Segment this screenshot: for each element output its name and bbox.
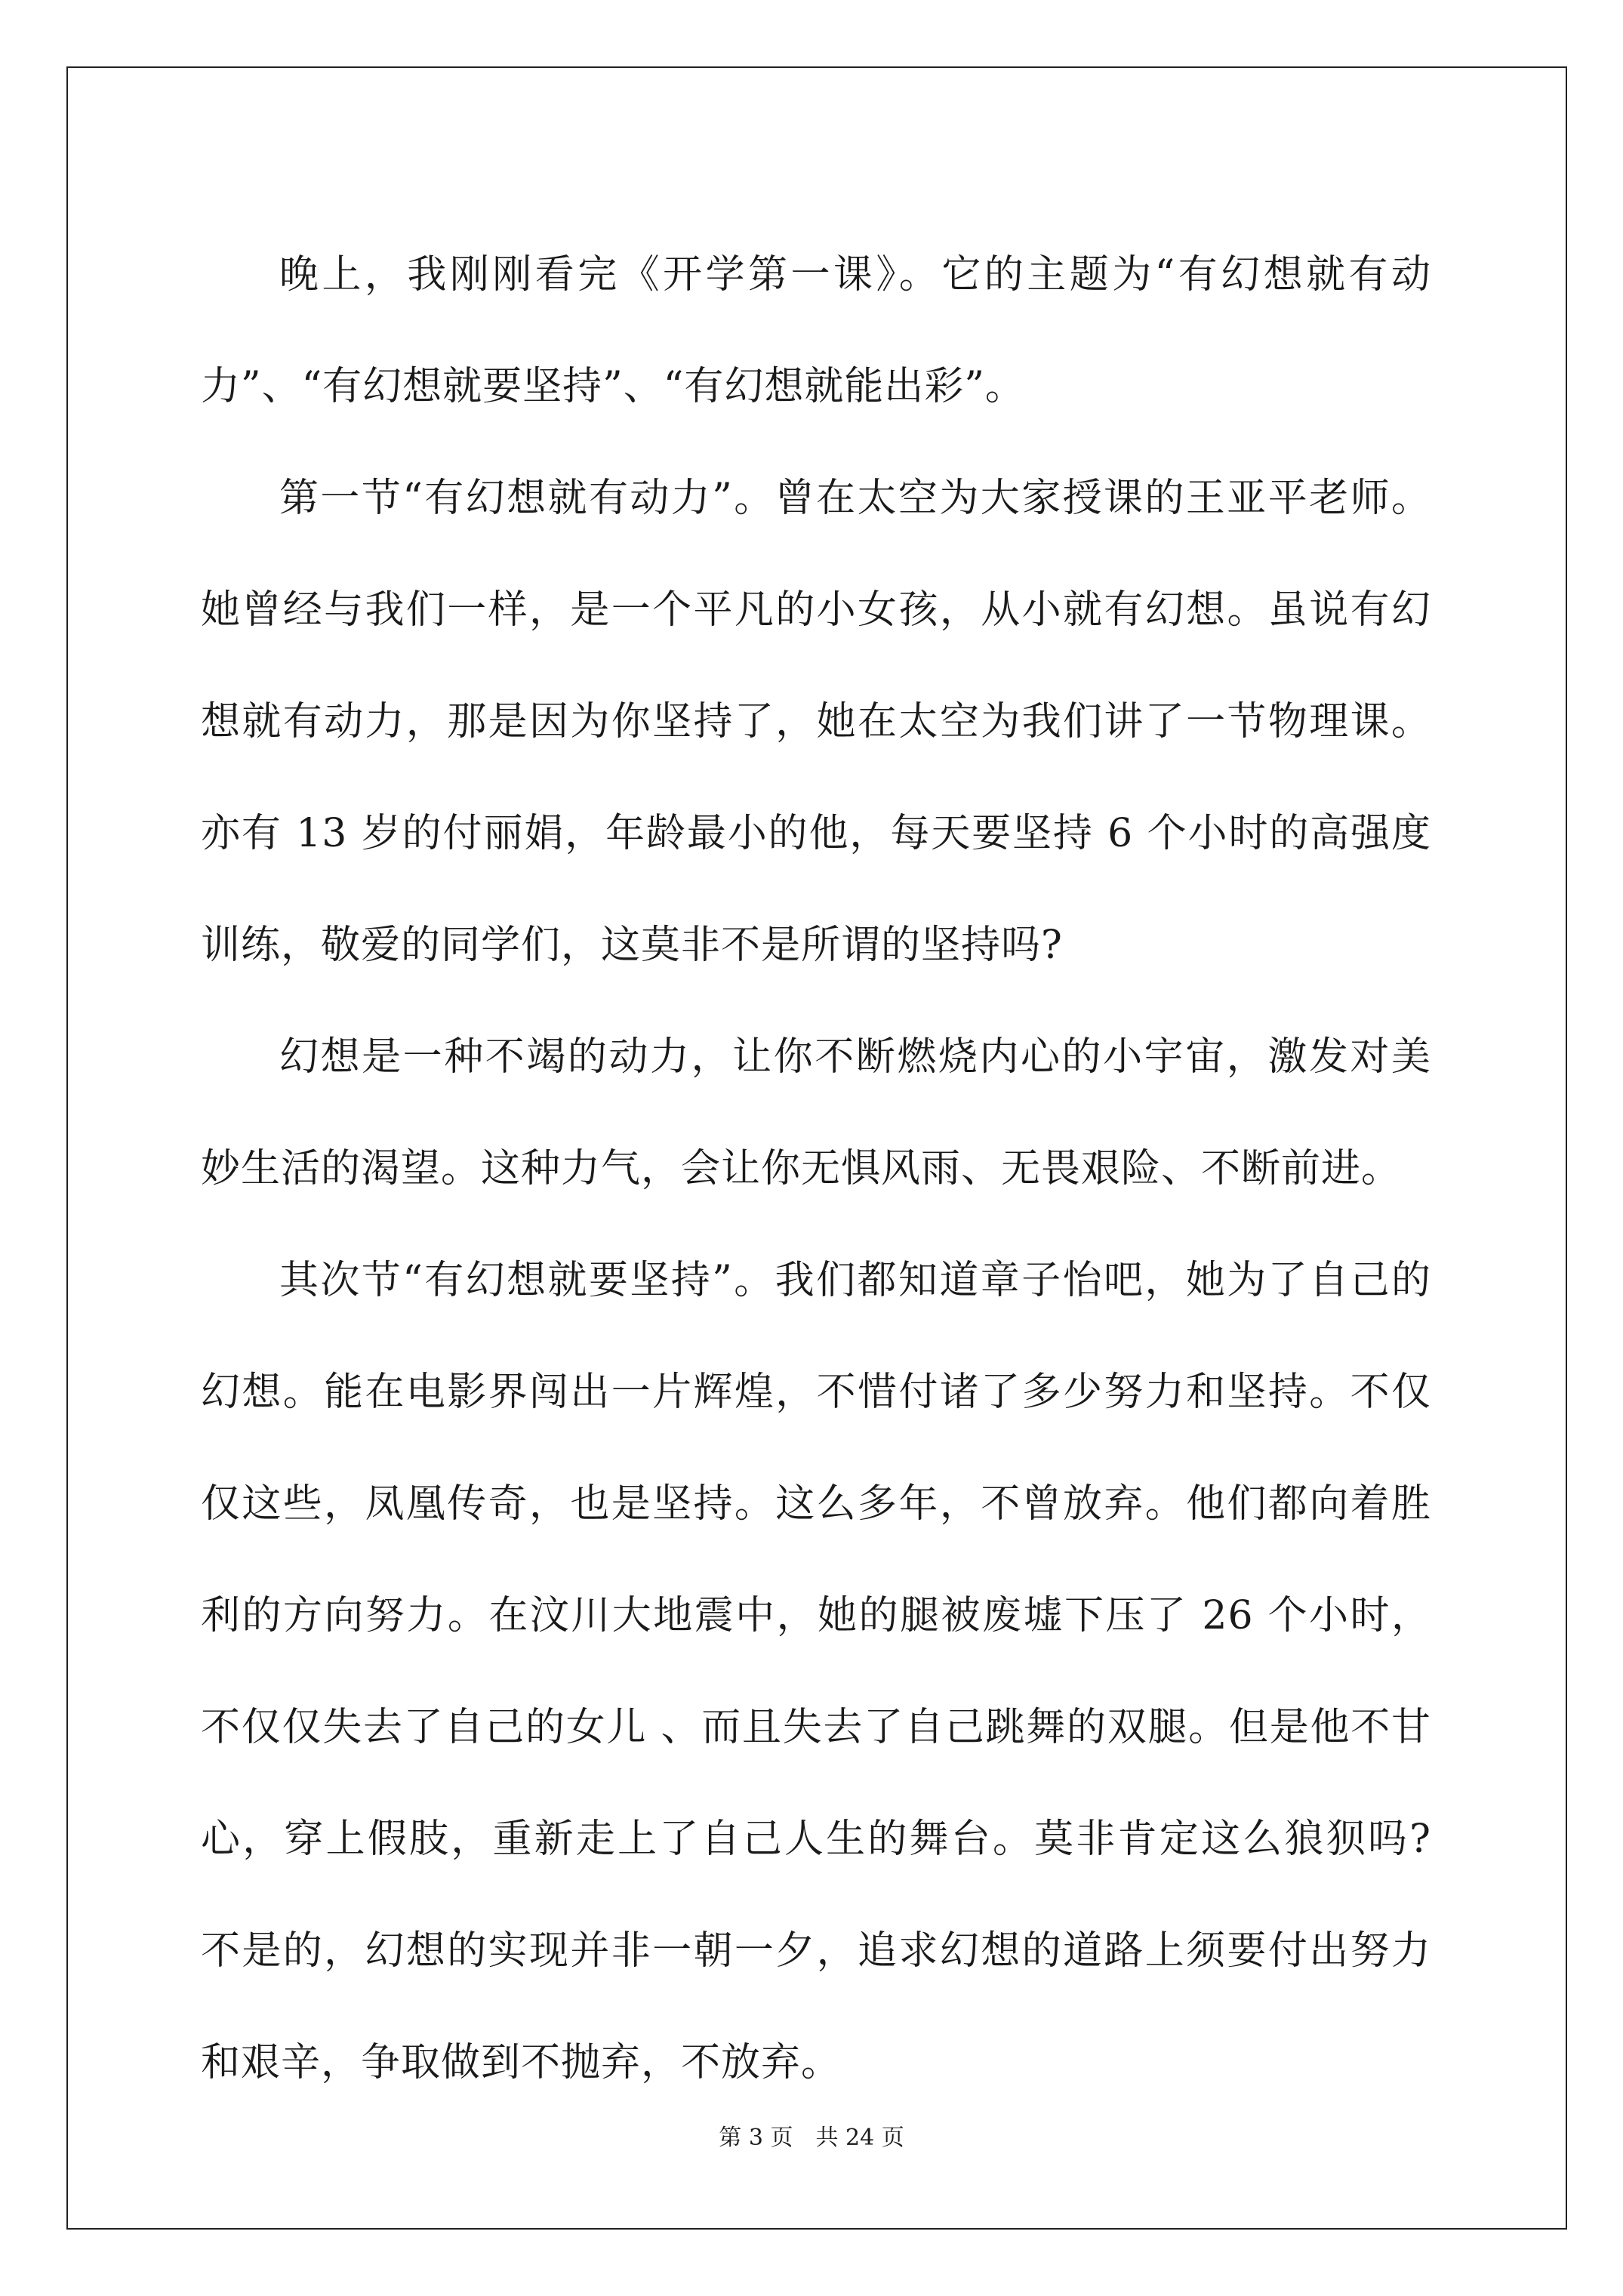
paragraph-4: 其次节“有幻想就要坚持”。我们都知道章子怡吧，她为了自己的幻想。能在电影界闯出一片辉煌，不惜付诸了多少努力和坚持。不仅仅这些，凤凰传奇，也是坚持。这么多年，不曾放弃。他们都向着胜利的方向努力。在汶川大地震中，她的腿被废墟下压了 26 个小时，不仅仅失去了自己的女儿 、而且失去了自己跳舞的双腿。但是他不甘心，穿上假肢，重新走上了自己人生的舞台。莫非肯定这么狼狈吗? 不是的，幻想的实现并非一朝一夕，追求幻想的道路上须要付出努力和艰辛，争取做到不抛弃，不放弃。	[201, 1258, 1431, 2085]
paragraph-3: 幻想是一种不竭的动力，让你不断燃烧内心的小宇宙，激发对美妙生活的渴望。这种力气，会让你无惧风雨、无畏艰险、不断前进。	[201, 1034, 1431, 1191]
paragraph-1: 晚上，我刚刚看完《开学第一课》。它的主题为“有幻想就有动力”、“有幻想就要坚持”、“有幻想就能出彩”。	[201, 252, 1431, 409]
document-body	[201, 219, 1431, 2119]
page-number-footer: 第 3 页 共 24 页	[719, 2125, 904, 2151]
paragraph-2: 第一节“有幻想就有动力”。曾在太空为大家授课的王亚平老师。她曾经与我们一样，是一个平凡的小女孩，从小就有幻想。虽说有幻想就有动力，那是因为你坚持了，她在太空为我们讲了一节物理课。亦有 13 岁的付丽娟，年龄最小的他，每天要坚持 6 个小时的高强度训练，敬爱的同学们，这莫非不是所谓的坚持吗?	[201, 476, 1431, 968]
